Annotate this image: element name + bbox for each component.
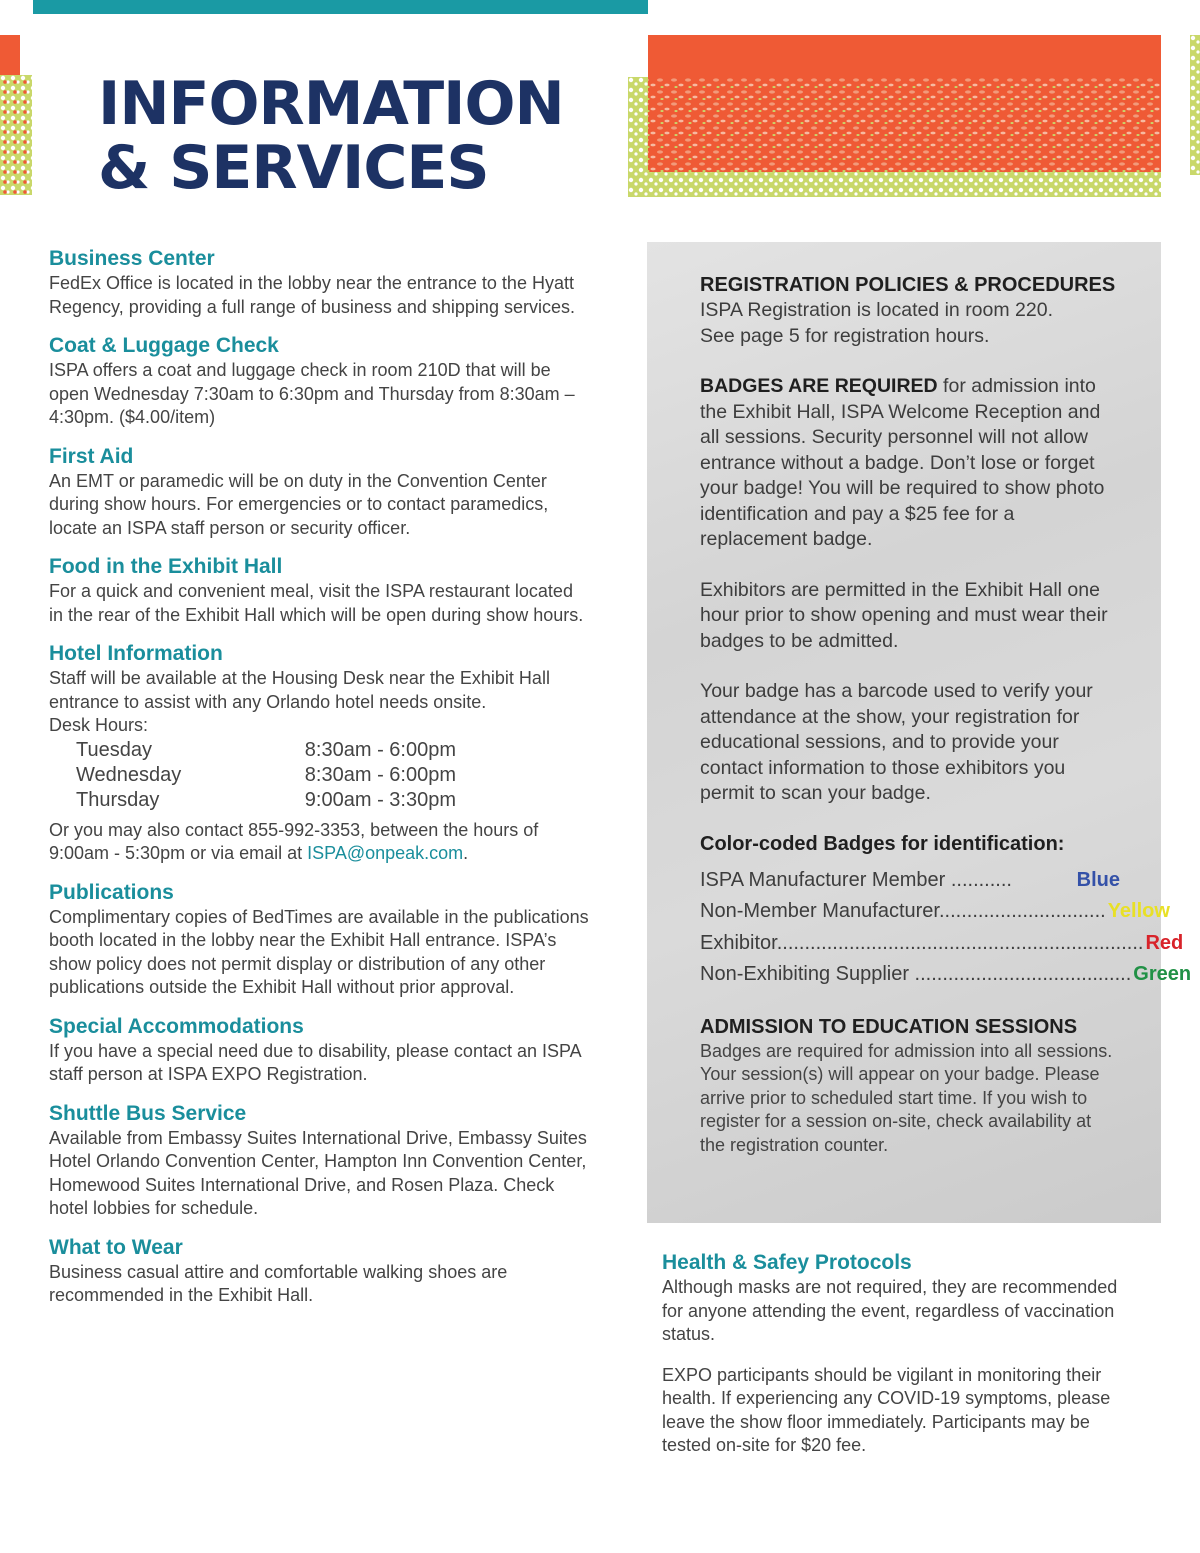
badges-required-paragraph: [700, 374, 1120, 553]
barcode-paragraph: Your badge has a barcode used to verify your attendance at the show, your registration for educational sessions, and to provide your contact information to those exhibitors you permit to scan your badge.: [700, 680, 1093, 804]
title-line-2: & SERVICES: [98, 133, 489, 203]
badge-label: Non-Member Manufacturer..............................: [700, 900, 1106, 922]
hours-row: [49, 738, 589, 763]
section-body: FedEx Office is located in the lobby near the entrance to the Hyatt Regency, providing a full range of business and shipping services.: [49, 273, 575, 317]
section-body: Business casual attire and comfortable walking shoes are recommended in the Exhibit Hall.: [49, 1261, 508, 1305]
admission-heading: ADMISSION TO EDUCATION SESSIONS: [700, 1015, 1078, 1038]
section-body: If you have a special need due to disability, please contact an ISPA staff person at ISPA EXPO Registration.: [49, 1040, 581, 1084]
section-heading: First Aid: [49, 444, 134, 468]
section-body: Complimentary copies of BedTimes are available in the publications booth located in the lobby near the Exhibit Hall entrance. ISPA’s show policy does not permit display or distribution of any other publications outside the Exhibit Hall without prior approval.: [49, 906, 589, 997]
right-pattern-strip: [628, 77, 1161, 197]
badges-required-text: for admission into the Exhibit Hall, ISPA Welcome Reception and all sessions. Security personnel will not allow entrance without a badge. Don’t lose or forget your badge! You will be required to show photo identification and pay a $25 fee for a replacement badge.: [700, 375, 1105, 550]
badge-color-value: Green: [1133, 963, 1192, 985]
badge-row: [700, 896, 1170, 928]
badge-color-value: Blue: [1076, 868, 1120, 891]
exhibitors-paragraph: Exhibitors are permitted in the Exhibit Hall one hour prior to show opening and must wear their badges to be admitted.: [700, 578, 1108, 652]
hotel-contact-text: Or you may also contact 855-992-3353, between the hours of 9:00am - 5:30pm or via email at: [49, 819, 539, 863]
section-heading: Special Accommodations: [49, 1014, 304, 1038]
section-heading: Shuttle Bus Service: [49, 1101, 247, 1125]
health-paragraph-1: Although masks are not required, they are recommended for anyone attending the event, regardless of vaccination status.: [662, 1277, 1118, 1344]
registration-heading: REGISTRATION POLICIES & PROCEDURES: [700, 274, 1116, 296]
section-health-protocols: [662, 1250, 1142, 1475]
badge-row: [700, 959, 1192, 991]
edge-pattern-strip: [1190, 35, 1200, 175]
hours-time: 9:00am - 3:30pm: [304, 788, 456, 811]
hotel-contact: [49, 819, 589, 866]
right-orange-block: [648, 35, 1161, 77]
section-shuttle: [49, 1101, 589, 1221]
title-line-1: INFORMATION: [98, 69, 564, 139]
left-pattern-strip: [0, 75, 32, 195]
section-body: For a quick and convenient meal, visit the ISPA restaurant located in the rear of the Exhibit Hall which will be open during show hours.: [49, 581, 584, 625]
left-column: [49, 246, 589, 1322]
contact-period: .: [463, 843, 469, 863]
section-body: An EMT or paramedic will be on duty in the Convention Center during show hours. For emergencies or to contact paramedics, locate an ISPA staff person or security officer.: [49, 470, 549, 538]
registration-panel: [700, 273, 1192, 1157]
badge-label: ISPA Manufacturer Member ...........: [700, 868, 1012, 891]
section-special-accommodations: [49, 1014, 589, 1087]
color-badges-heading: Color-coded Badges for identification:: [700, 832, 1065, 855]
email-link[interactable]: ISPA@onpeak.com: [307, 843, 464, 863]
hours-day: Tuesday: [76, 738, 152, 761]
section-heading: Business Center: [49, 247, 215, 270]
badges-required-bold: BADGES ARE REQUIRED: [700, 375, 938, 397]
registration-line-2: See page 5 for registration hours.: [700, 324, 990, 347]
health-paragraph-2: EXPO participants should be vigilant in monitoring their health. If experiencing any COVID-19 symptoms, please leave the show floor immediately. Participants may be tested on-site for $20 fee.: [662, 1364, 1111, 1455]
hours-time: 8:30am - 6:00pm: [304, 763, 456, 786]
section-business-center: [49, 246, 589, 319]
hours-row: [49, 788, 589, 813]
section-heading: Coat & Luggage Check: [49, 334, 279, 357]
hours-row: [49, 763, 589, 788]
badge-row: [700, 928, 1184, 960]
registration-line-1: ISPA Registration is located in room 220.: [700, 299, 1053, 321]
desk-hours-label: Desk Hours:: [49, 715, 149, 735]
page-title: [98, 69, 564, 203]
badge-label: Non-Exhibiting Supplier .......................................: [700, 963, 1132, 985]
top-teal-bar: [33, 0, 648, 14]
section-body: Staff will be available at the Housing Desk near the Exhibit Hall entrance to assist with any Orlando hotel needs onsite.: [49, 668, 550, 712]
hours-day: Wednesday: [76, 763, 182, 786]
admission-body: Badges are required for admission into all sessions. Your session(s) will appear on your badge. Please arrive prior to scheduled start time. If you wish to register for a session on-site, check availability at the registration counter.: [700, 1040, 1113, 1155]
section-food: [49, 554, 589, 627]
section-publications: [49, 880, 589, 1000]
section-heading: What to Wear: [49, 1235, 183, 1259]
section-heading: Hotel Information: [49, 642, 223, 665]
badge-color-value: Red: [1145, 931, 1184, 954]
left-orange-block: [0, 35, 20, 75]
hours-day: Thursday: [76, 788, 160, 811]
section-body: Available from Embassy Suites International Drive, Embassy Suites Hotel Orlando Convention Center, Hampton Inn Convention Center, Homewood Suites International Drive, and Rosen Plaza. Check hotel lobbies for schedule.: [49, 1127, 587, 1218]
desk-hours-table: [49, 738, 589, 813]
section-what-to-wear: [49, 1235, 589, 1308]
hours-time: 8:30am - 6:00pm: [304, 738, 456, 761]
badge-label: Exhibitor..................................................................: [700, 931, 1144, 954]
section-heading: Food in the Exhibit Hall: [49, 555, 283, 578]
section-heading: Publications: [49, 880, 174, 904]
section-body: ISPA offers a coat and luggage check in room 210D that will be open Wednesday 7:30am to 6:30pm and Thursday from 8:30am – 4:30pm. ($4.00/item): [49, 360, 575, 427]
section-hotel: [49, 641, 589, 866]
section-coat-check: [49, 333, 589, 430]
section-heading: Health & Safey Protocols: [662, 1251, 912, 1274]
section-first-aid: [49, 444, 589, 541]
badge-color-value: Yellow: [1107, 900, 1170, 922]
badge-row: [700, 865, 1120, 897]
